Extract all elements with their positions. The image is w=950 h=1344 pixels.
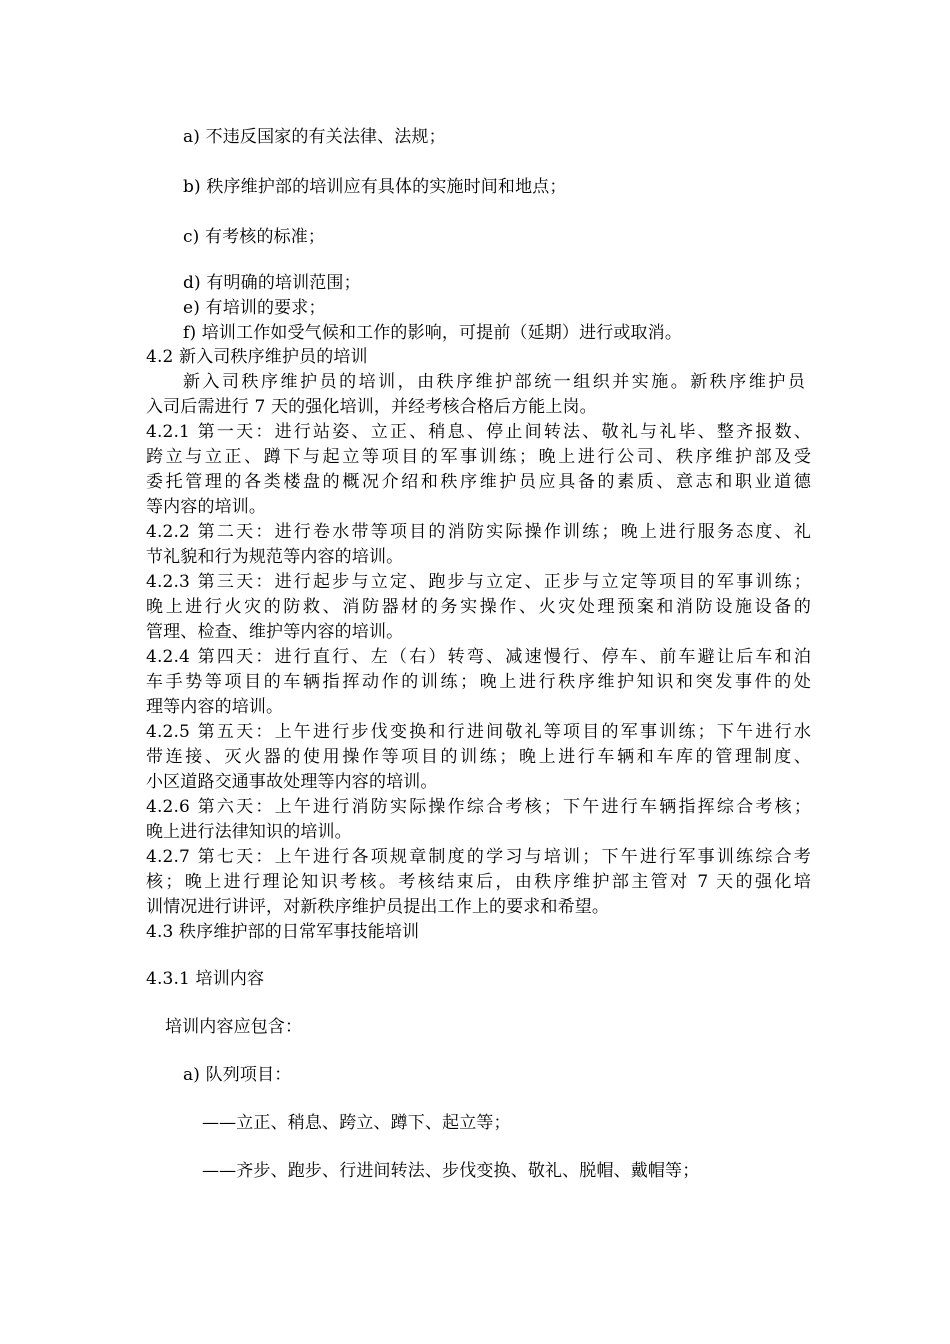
subsection-4-2-5-line3: 小区道路交通事故处理等内容的培训。: [146, 772, 438, 792]
subsection-4-2-4-line3: 理等内容的培训。: [146, 697, 284, 717]
subsection-4-2-1-line1: 4.2.1 第一天：进行站姿、立正、稍息、停止间转法、敬礼与礼毕、整齐报数、: [146, 422, 811, 442]
list-item-a: a) 不违反国家的有关法律、法规；: [183, 127, 446, 147]
subsection-4-2-4-line2: 车手势等项目的车辆指挥动作的训练；晚上进行秩序维护知识和突发事件的处: [146, 672, 811, 692]
subsection-4-2-3-line1: 4.2.3 第三天：进行起步与立定、跑步与立定、正步与立定等项目的军事训练；: [146, 572, 811, 592]
subsection-4-2-7-line3: 训情况进行讲评，对新秩序维护员提出工作上的要求和希望。: [146, 897, 610, 917]
subsection-heading-4-3-1: 4.3.1 培训内容: [146, 969, 265, 989]
section-4-2-intro-line2: 入司后需进行 7 天的强化培训，并经考核合格后方能上岗。: [146, 397, 597, 417]
list-item-c: c) 有考核的标准；: [183, 227, 326, 247]
subsection-4-2-1-line4: 等内容的培训。: [146, 497, 267, 517]
section-4-2-intro-line1: 新入司秩序维护员的培训，由秩序维护部统一组织并实施。新秩序维护员: [183, 372, 805, 392]
subsection-4-2-6-line2: 晚上进行法律知识的培训。: [146, 822, 352, 842]
subsection-4-2-1-line2: 跨立与立正、蹲下与起立等项目的军事训练；晚上进行公司、秩序维护部及受: [146, 447, 811, 467]
list-item-e: e) 有培训的要求；: [183, 298, 326, 318]
content-intro: 培训内容应包含：: [165, 1017, 303, 1037]
subsection-4-2-7-line1: 4.2.7 第七天：上午进行各项规章制度的学习与培训；下午进行军事训练综合考: [146, 847, 811, 867]
subsection-4-2-2-line1: 4.2.2 第二天：进行卷水带等项目的消防实际操作训练；晚上进行服务态度、礼: [146, 522, 811, 542]
subsection-4-2-3-line2: 晚上进行火灾的防救、消防器材的务实操作、火灾处理预案和消防设施设备的: [146, 597, 811, 617]
item-a-queue: a) 队列项目：: [183, 1065, 292, 1085]
dash-item-1: ——立正、稍息、跨立、蹲下、起立等；: [202, 1113, 511, 1133]
subsection-4-2-1-line3: 委托管理的各类楼盘的概况介绍和秩序维护员应具备的素质、意志和职业道德: [146, 472, 811, 492]
list-item-d: d) 有明确的培训范围；: [183, 273, 361, 293]
subsection-4-2-4-line1: 4.2.4 第四天：进行直行、左（右）转弯、减速慢行、停车、前车避让后车和泊: [146, 647, 811, 667]
subsection-4-2-5-line1: 4.2.5 第五天：上午进行步伐变换和行进间敬礼等项目的军事训练；下午进行水: [146, 722, 811, 742]
subsection-4-2-7-line2: 核；晚上进行理论知识考核。考核结束后，由秩序维护部主管对 7 天的强化培: [146, 872, 811, 892]
subsection-4-2-5-line2: 带连接、灭火器的使用操作等项目的训练；晚上进行车辆和车库的管理制度、: [146, 747, 811, 767]
section-heading-4-3: 4.3 秩序维护部的日常军事技能培训: [146, 922, 420, 942]
dash-item-2: ——齐步、跑步、行进间转法、步伐变换、敬礼、脱帽、戴帽等；: [202, 1161, 700, 1181]
subsection-4-2-6-line1: 4.2.6 第六天：上午进行消防实际操作综合考核；下午进行车辆指挥综合考核；: [146, 797, 811, 817]
section-heading-4-2: 4.2 新入司秩序维护员的培训: [146, 347, 368, 367]
list-item-f: f) 培训工作如受气候和工作的影响，可提前（延期）进行或取消。: [183, 323, 682, 343]
subsection-4-2-2-line2: 节礼貌和行为规范等内容的培训。: [146, 547, 404, 567]
list-item-b: b) 秩序维护部的培训应有具体的实施时间和地点；: [183, 177, 567, 197]
subsection-4-2-3-line3: 管理、检查、维护等内容的培训。: [146, 622, 404, 642]
